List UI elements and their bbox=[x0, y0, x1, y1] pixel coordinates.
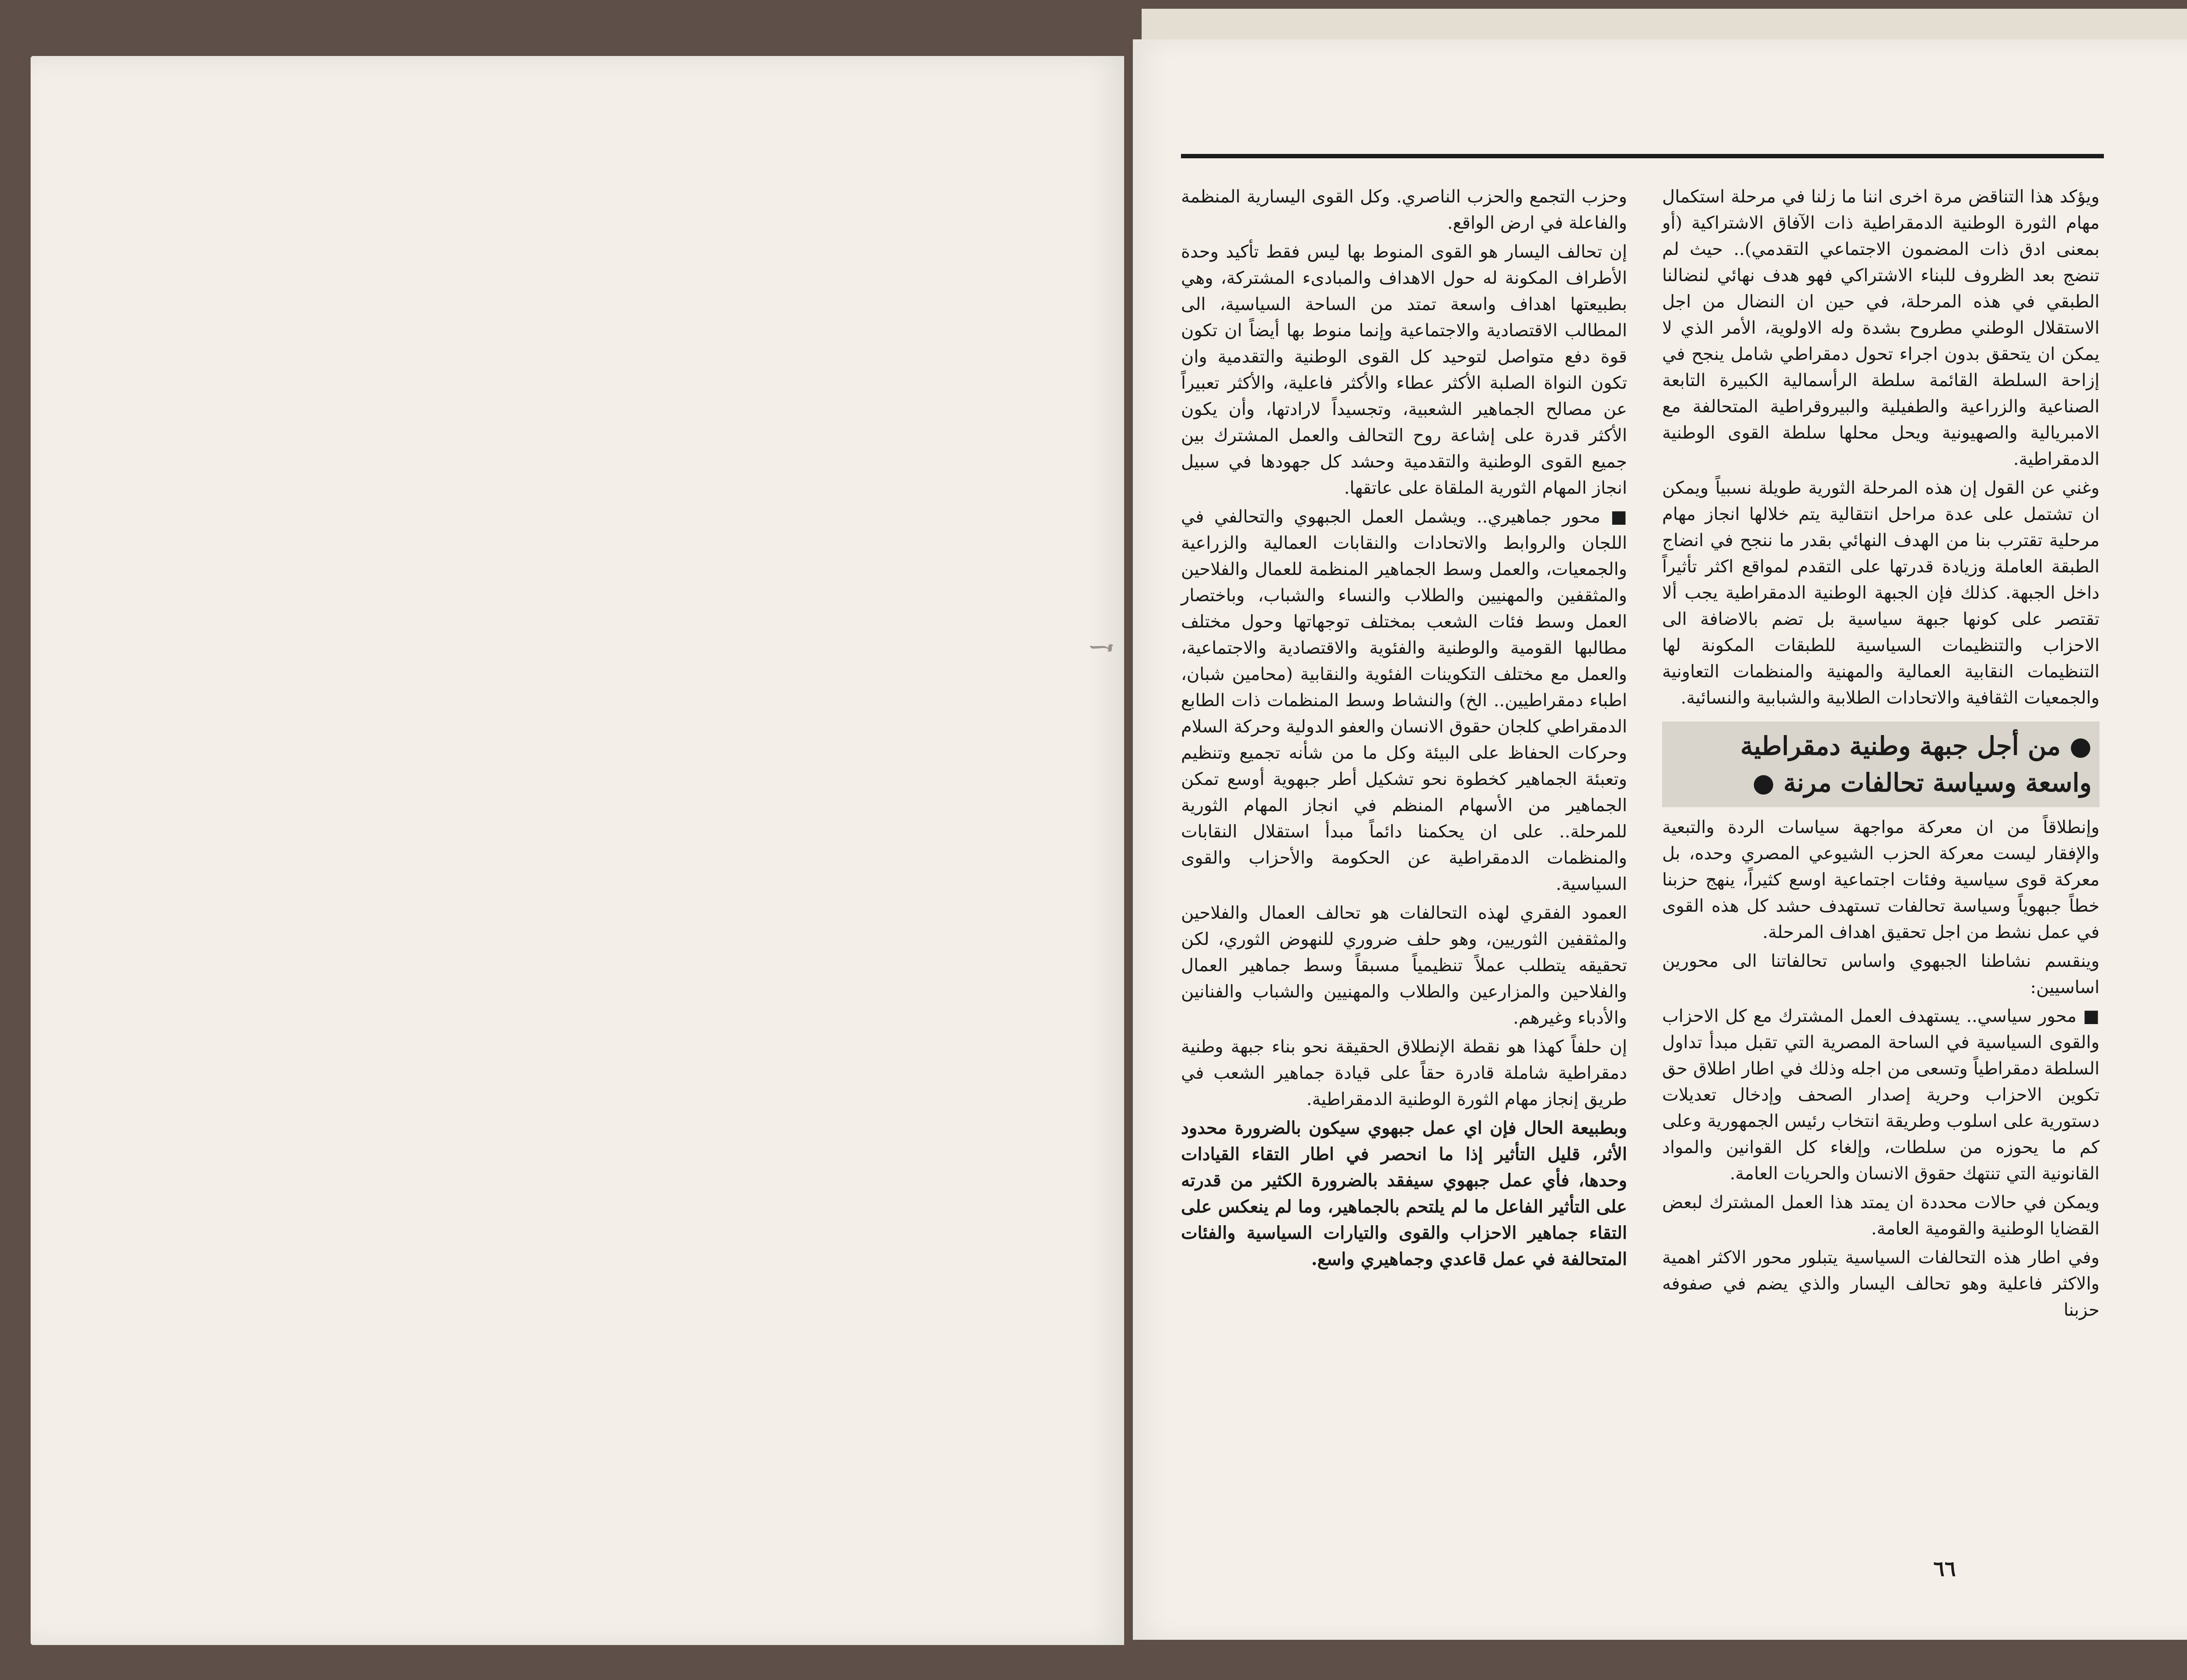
paragraph: العمود الفقري لهذه التحالفات هو تحالف العمال والفلاحين والمثقفين الثوريين، وهو حلف ضروري للنهوض الثوري، لكن تحقيقه يتطلب عملاً تنظيمياً مسبقاً وسط جماهير العمال والفلاحين والمزارعين والطلاب والمهنيين والشباب والفنانين والأدباء وغيرهم. bbox=[1181, 903, 1627, 1028]
paragraph: وحزب التجمع والحزب الناصري. وكل القوى اليسارية المنظمة والفاعلة في ارض الواقع. bbox=[1181, 187, 1627, 233]
right-column bbox=[1662, 184, 2100, 1326]
show-through-mark: ז bbox=[1080, 641, 1127, 653]
paragraph: ■ محور جماهيري.. ويشمل العمل الجبهوي والتحالفي في اللجان والروابط والاتحادات والنقابات العمالية والزراعية والجمعيات، والعمل وسط الجماهير المنظمة للعمال والفلاحين والمثقفين والمهنيين والطلاب والنساء والشباب، وباختصار العمل وسط فئات الشعب بمختلف توجهاتها وحول مختلف مطالبها القومية والوطنية والفئوية والاقتصادية والاجتماعية، والعمل مع مختلف التكوينات الفئوية والنقابية (محامين شبان، اطباء دمقراطيين.. الخ) والنشاط وسط المنظمات ذات الطابع الدمقراطي كلجان حقوق الانسان والعفو الدولية وحركة السلام وحركات الحفاظ على البيئة وكل ما من شأنه تجميع وتنظيم وتعبئة الجماهير كخطوة نحو تشكيل أطر جبهوية أوسع تمكن الجماهير من الأسهام المنظم في انجاز المهام الثورية للمرحلة.. على ان يحكمنا دائماً مبدأ استقلال النقابات والمنظمات الدمقراطية عن الحكومة والأحزاب والقوى السياسية. bbox=[1181, 507, 1627, 894]
section-heading: ● من أجل جبهة وطنية دمقراطية واسعة وسياسة تحالفات مرنة ● bbox=[1662, 721, 2100, 807]
paragraph: ويؤكد هذا التناقض مرة اخرى اننا ما زلنا في مرحلة استكمال مهام الثورة الوطنية الدمقراطية ذات الآفاق الاشتراكية (أو بمعنى ادق ذات المضمون الاجتماعي التقدمي).. حيث لم تنضج بعد الظروف للبناء الاشتراكي فهو هدف نهائي لنضالنا الطبقي في هذه المرحلة، في حين ان النضال من اجل الاستقلال الوطني مطروح بشدة وله الاولوية، الأمر الذي لا يمكن ان يتحقق بدون اجراء تحول دمقراطي شامل ينجح في إزاحة السلطة القائمة سلطة الرأسمالية الكبيرة التابعة الصناعية والزراعية والطفيلية والبيروقراطية المتحالفة مع الامبريالية والصهيونية ويحل محلها سلطة القوى الوطنية الدمقراطية. bbox=[1662, 187, 2100, 469]
left-page-blank bbox=[31, 56, 1127, 1645]
header-rule bbox=[1181, 154, 2104, 158]
right-page bbox=[1133, 39, 2187, 1640]
paragraph: وينقسم نشاطنا الجبهوي واساس تحالفاتنا الى محورين اساسيين: bbox=[1662, 951, 2100, 997]
paragraph: إن حلفاً كهذا هو نقطة الإنطلاق الحقيقة نحو بناء جبهة وطنية دمقراطية شاملة قادرة حقاً على قيادة جماهير الشعب في طريق إنجاز مهام الثورة الوطنية الدمقراطية. bbox=[1181, 1037, 1627, 1109]
paragraph: وغني عن القول إن هذه المرحلة الثورية طويلة نسبياً ويمكن ان تشتمل على عدة مراحل انتقالية يتم خلالها انجاز مهام مرحلية تقترب بنا من الهدف النهائي بقدر ما ننجح في انضاج الطبقة العاملة وزيادة قدرتها على التقدم لمواقع اكثر تأثيراً داخل الجبهة. كذلك فإن الجبهة الوطنية الدمقراطية يجب ألا تقتصر على كونها جبهة سياسية بل تضم بالاضافة الى الاحزاب والتنظيمات السياسية للطبقات المكونة لها التنظيمات النقابية العمالية والمهنية والمنظمات التعاونية والجمعيات الثقافية والاتحادات الطلابية والشبابية والنسائية. bbox=[1662, 478, 2100, 708]
page-number: ٦٦ bbox=[1933, 1557, 1956, 1581]
paragraph: وإنطلاقاً من ان معركة مواجهة سياسات الردة والتبعية والإفقار ليست معركة الحزب الشيوعي المصري وحده، بل معركة قوى سياسية وفئات اجتماعية اوسع كثيراً، ينهج حزبنا خطاً جبهوياً وسياسة تحالفات تستهدف حشد كل هذه القوى في عمل نشط من اجل تحقيق اهداف المرحلة. bbox=[1662, 817, 2100, 942]
bold-paragraph: وبطبيعة الحال فإن اي عمل جبهوي سيكون بالضرورة محدود الأثر، قليل التأثير إذا ما انحصر في اطار التقاء القيادات وحدها، فأي عمل جبهوي سيفقد بالضرورة الكثير من قدرته على التأثير الفاعل ما لم يلتحم بالجماهير، وما لم ينعكس على التقاء جماهير الاحزاب والقوى والتيارات السياسية والفئات المتحالفة في عمل قاعدي وجماهيري واسع. bbox=[1181, 1118, 1627, 1269]
left-column bbox=[1181, 184, 1627, 1275]
paragraph: ■ محور سياسي.. يستهدف العمل المشترك مع كل الاحزاب والقوى السياسية في الساحة المصرية التي تقبل مبدأ تداول السلطة دمقراطياً وتسعى من اجله وذلك في اطار اطلاق حق تكوين الاحزاب وحرية إصدار الصحف وإدخال تعديلات دستورية على اسلوب وطريقة انتخاب رئيس الجمهورية وعلى كم ما يحوزه من سلطات، وإلغاء كل القوانين والمواد القانونية التي تنتهك حقوق الانسان والحريات العامة. bbox=[1662, 1006, 2100, 1184]
paragraph: إن تحالف اليسار هو القوى المنوط بها ليس فقط تأكيد وحدة الأطراف المكونة له حول الاهداف والمبادىء المشتركة، وهي بطبيعتها اهداف واسعة تمتد من الساحة السياسية، الى المطالب الاقتصادية والاجتماعية وإنما منوط بها أيضاً ان تكون قوة دفع متواصل لتوحيد كل القوى الوطنية والتقدمية وان تكون النواة الصلبة الأكثر عطاء والأكثر فاعلية، والأكثر تعبيراً عن مصالح الجماهير الشعبية، وتجسيداً لارادتها، وأن يكون الأكثر قدرة على إشاعة روح التحالف والعمل المشترك بين جميع القوى الوطنية والتقدمية وحشد كل جهودها في سبيل انجاز المهام الثورية الملقاة على عاتقها. bbox=[1181, 242, 1627, 498]
paragraph: ويمكن في حالات محددة ان يمتد هذا العمل المشترك لبعض القضايا الوطنية والقومية العامة. bbox=[1662, 1192, 2100, 1239]
paragraph: وفي اطار هذه التحالفات السياسية يتبلور محور الاكثر اهمية والاكثر فاعلية وهو تحالف اليسار والذي يضم في صفوفه حزبنا bbox=[1662, 1248, 2100, 1320]
